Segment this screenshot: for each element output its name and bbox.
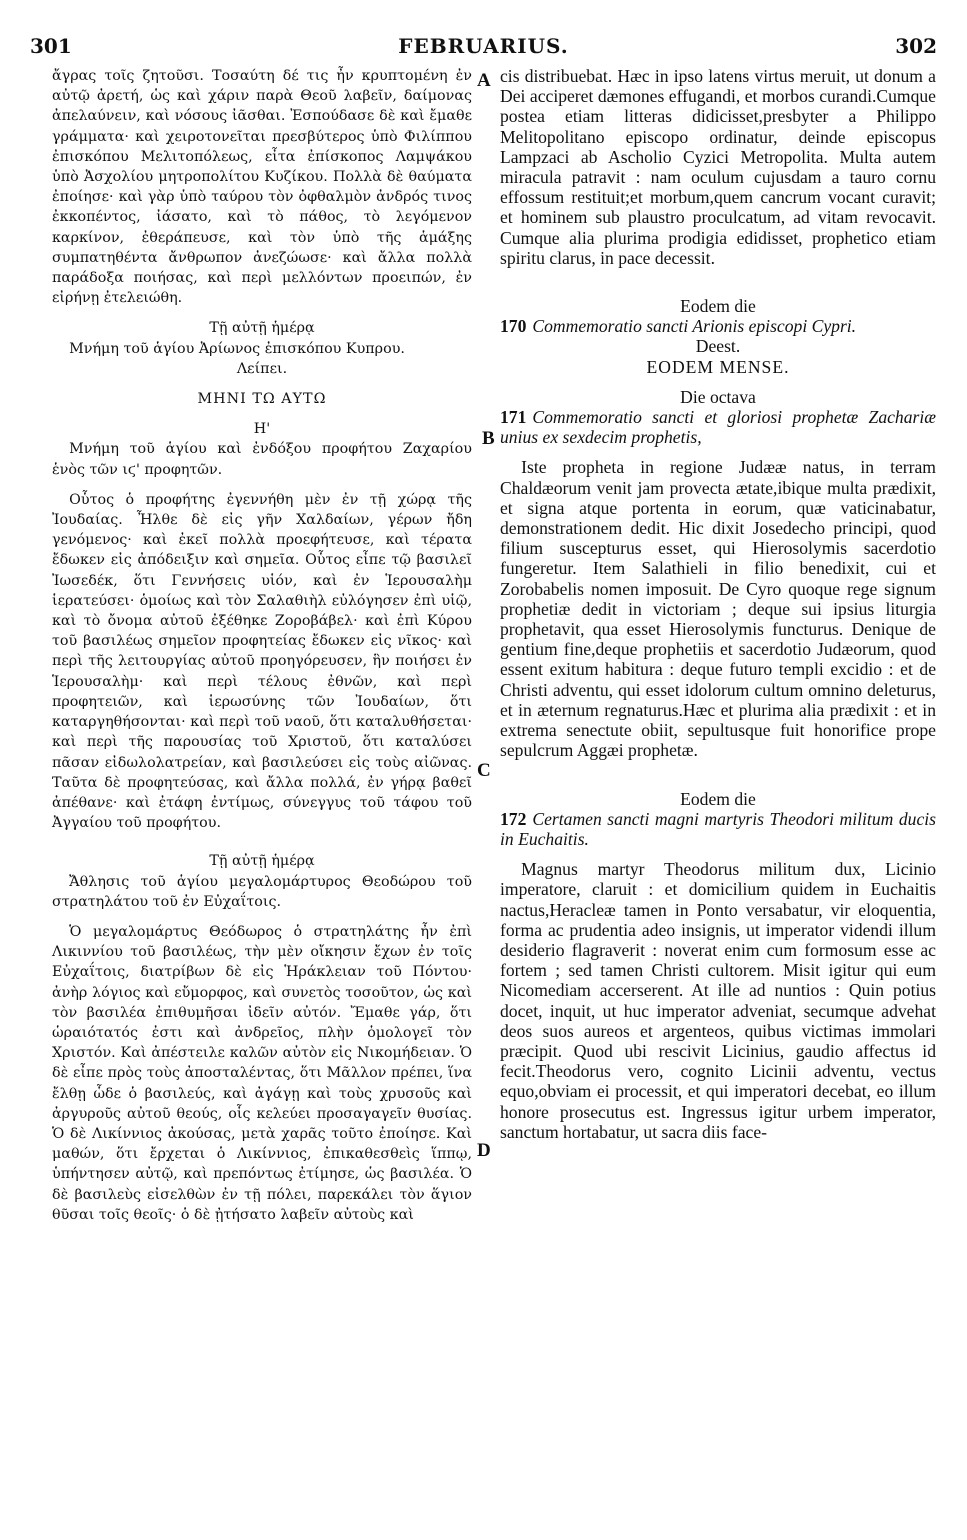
margin-letter-d: D [477,1140,491,1161]
margin-letter-a: A [477,70,491,91]
latin-commemoration-theodore [500,809,936,849]
right-page-number: 302 [895,34,937,58]
latin-commemoration-arion [500,316,936,336]
greek-deest: Λείπει. [236,360,288,377]
latin-deest: Deest. [695,336,741,357]
margin-letter-c: C [477,760,491,781]
latin-commemoration-zacharias-text: Commemoratio sancti et gloriosi prophetæ Zachariæ unius ex sexdecim prophetis, [500,407,936,448]
latin-commemoration-zacharias [500,407,936,447]
left-page-number: 301 [30,34,72,58]
entry-number-171: 171 [500,407,527,428]
greek-paragraph-zacharias: Οὗτος ὁ προφήτης ἐγεννήθη μὲν ἐν τῇ χώρᾳ τῆς Ἰουδαίας. Ἦλθε δὲ εἰς γῆν Χαλδαίων, γέρων ἤδη γενόμενος· καὶ ἐκεῖ πολλὰ προεφήτευσε, καὶ τέρατα ἔδωκεν εἰς ἀπόδειξιν καὶ σημεῖα. Οὗτος εἶπε τῷ βασιλεῖ Ἰωσεδέκ, ὅτι Γεννήσεις υἱόν, καὶ ἐν Ἱερουσαλὴμ ἱερατεύσει· ὁμοίως καὶ τὸν Σαλαθιὴλ εὐλόγησεν ἐπὶ υἱῷ, καὶ τὸ ὄνομα αὐτοῦ ἐξέθηκε Ζοροβάβελ· καὶ ἐπὶ Κύρου τοῦ βασιλέως σημεῖον προφητείας ἔδωκεν εἰς νῖκος· καὶ περὶ τῆς λειτουργίας αὐτοῦ προηγόρευσεν, ἣν ποιήσει ἐν Ἱερουσαλὴμ· καὶ περὶ τέλους ἐθνῶν, καὶ περὶ προφητειῶν, καὶ ἱερωσύνης τῶν Ἰουδαίων, ὅτι καταργηθήσονται· καὶ περὶ τοῦ ναοῦ, ὅτι καταλυθήσεται· καὶ περὶ τῆς παρουσίας τοῦ Χριστοῦ, ὅτι καταλύσει πᾶσαν εἰδωλολατρείαν, καὶ βασιλεύσει εἰς τοὺς αἰῶνας. Ταῦτα δὲ προφητεύσας, καὶ ἄλλα πολλά, ἐν γήρᾳ βαθεῖ ἀπέθανε· καὶ ἐτάφη ἐντίμως, σύνεγγυς τοῦ τάφου τοῦ Ἀγγαίου τοῦ προφήτου. [52,491,472,832]
greek-paragraph-arion-end: ἄγρας τοῖς ζητοῦσι. Τοσαύτη δέ τις ἦν κρυπτομένη ἐν αὐτῷ ἀρετή, ὡς καὶ χάριν παρὰ Θεοῦ λαβεῖν, δαίμονας ἀπελαύνειν, καὶ νόσους ἰᾶσθαι. Ἐσπούδασε δὲ καὶ ἔμαθε γράμματα· καὶ χειροτονεῖται πρεσβύτερος ὑπὸ Φιλίππου ἐπισκόπου Μελιτοπόλεως, εἶτα ἐπίσκοπος Λαμψάκου ὑπὸ Ἀσχολίου μητροπολίτου Κυζίκου. Πολλὰ δὲ θαύματα ἐποίησε· καὶ γὰρ ὑπὸ ταύρου τὸν ὀφθαλμὸν ἀνδρός τινος ἐκκοπέντος, ἰάσατο, καὶ τὸ πάθος, τὸ λεγόμενον καρκίνον, ἐθεράπευσε, καὶ τὸν ὑπὸ τῆς ἁμάξης συμπατηθέντα ἄνθρωπον ἀνεζώωσε· καὶ ἄλλα πολλὰ παράδοξα ποιήσας, καὶ περὶ μελλόντων προειπών, ἐν εἰρήνῃ ἐτελειώθη. [52,68,472,307]
entry-number-170: 170 [500,316,527,337]
greek-column [52,66,472,1225]
page-header [30,34,937,64]
latin-commemoration-theodore-text: Certamen sancti magni martyris Theodori militum ducis in Euchaitis. [500,808,936,849]
latin-heading-day-eight: Die octava [680,386,756,407]
latin-commemoration-arion-text: Commemoratio sancti Arionis episcopi Cypri. [532,316,857,337]
greek-commemoration-arion: Μνήμη τοῦ ἁγίου Ἀρίωνος ἐπισκόπου Κυπρου. [69,340,405,357]
entry-number-172: 172 [500,808,527,829]
latin-heading-same-month: EODEM MENSE. [646,356,790,377]
running-title: FEBRUARIUS. [398,34,569,58]
latin-paragraph-theodore: Magnus martyr Theodorus militum dux, Licinio imperatore, claruit : et domicilium quidem in Euchaitis nactus,Heracleæ tamen in Ponto versabatur, vir eloquentia, forma ac prudentia adeo insignis, ut imperator videndi illum desiderio flagraverit : noverat enim cum formosum esse ac fortem ; sed tamen Christi cultorem. Misit igitur qui eum Nicomediam accerserent. At ille ad nuntios : Quin potius docet, inquit, ut huc imperator adveniat, secumque advehat deos suos aureos et argenteos, quibus victimas immolari præcipit. Quod ubi rescivit Licinius, gaudio affectus id fecit.Theodorus vero, cognito Licinii adventu, vectus equo,obviam ei processit, et qui imperatori decebat, eo illum honore prosecutus est. Ingressus igitur urbem imperator, sanctum hortabatur, ut sacra diis face- [500,859,936,1142]
greek-commemoration-zacharias: Μνήμη τοῦ ἁγίου καὶ ἐνδόξου προφήτου Ζαχαρίου ἑνὸς τῶν ιϛ' προφητῶν. [52,441,472,478]
greek-heading-same-day-1: Τῇ αὐτῇ ἡμέρᾳ [209,320,315,337]
greek-heading-same-day-2: Τῇ αὐτῇ ἡμέρᾳ [209,853,315,870]
greek-heading-same-month: ΜΗΝΙ ΤΩ ΑΥΤΩ [197,391,327,408]
latin-heading-same-day-2: Eodem die [680,788,756,809]
latin-column [500,66,936,1142]
greek-paragraph-theodore: Ὁ μεγαλομάρτυς Θεόδωρος ὁ στρατηλάτης ἦν ἐπὶ Λικιννίου τοῦ βασιλέως, τὴν μὲν οἴκησιν ἔχων ἐν τοῖς Εὐχαΐτοις, διατρίβων δὲ εἰς Ἡράκλειαν τοῦ Πόντου· ἀνὴρ λόγιος καὶ εὔμορφος, καὶ συνετὸς τοσοῦτον, ὡς καὶ τὸν βασιλέα ἐπιθυμῆσαι ἰδεῖν αὐτόν. Ἔμαθε γάρ, ὅτι ὡραιότατός ἐστι καὶ ἀνδρεῖος, πλὴν ὁμολογεῖ τὸν Χριστόν. Καὶ ἀπέστειλε καλῶν αὐτὸν εἰς Νικομήδειαν. Ὁ δὲ εἶπε πρὸς τοὺς ἀποσταλέντας, ὅτι Μᾶλλον πρέπει, ἵνα ἔλθῃ ὧδε ὁ βασιλεύς, καὶ ἀγάγῃ καὶ τοὺς χρυσοῦς καὶ ἀργυροῦς αὐτοῦ θεούς, οἷς κελεύει προσαγαγεῖν θυσίας. Ὁ δὲ Λικίννιος ἀκούσας, μετὰ χαρᾶς τοῦτο ἐποίησε. Καὶ μαθών, ὅτι ἔρχεται ὁ Λικίννιος, ἐπικαθεσθεὶς ἵππῳ, ὑπήντησεν αὐτῷ, καὶ πρεπόντως ἐτίμησε, ὡς βασιλέα. Ὁ δὲ βασιλεὺς εἰσελθὼν ἐν τῇ πόλει, παρεκάλει τὸν ἅγιον θῦσαι τοῖς θεοῖς· ὁ δὲ ᾐτήσατο λαβεῖν αὐτοὺς καὶ [52,923,472,1223]
greek-heading-day-number: Η' [253,421,271,438]
greek-commemoration-theodore: Ἄθλησις τοῦ ἁγίου μεγαλομάρτυρος Θεοδώρου τοῦ στρατηλάτου τοῦ ἐν Εὐχαΐτοις. [52,873,472,910]
margin-letter-b: B [482,428,495,449]
latin-heading-same-day-1: Eodem die [680,296,756,317]
latin-paragraph-zacharias: Iste propheta in regione Judææ natus, in terram Chaldæorum venit jam provecta ætate,ibique multa prædixit, et signa atque portenta in eorum, quæ vaticinabatur, demonstrationem dedit. Hic dixit Josedecho principi, quod filium suscepturus esset, qui Hierosolymis sacerdotio fungeretur. Item Salathieli in filio benedixit, cui et Zorobabelis nomen imposuit. De Cyro quoque rege signum prophetiæ dedit in victoriam ; deque sui ipsius liturgia prophetavit, qua esset Hierosolymis functurus. Denique de gentium fine,deque prophetiis et sacerdotio Judæorum, quod essent exitum habitura : deque futuro templi excidio : et de Christi adventu, qui esset idolorum cultum omnino deleturus, et in æternum regnaturus.Hæc et plurima alia prædixit : et in extrema senectute obiit, sepultusque fuit honorifice prope sepulcrum Aggæi prophetæ. [500,457,936,761]
latin-paragraph-arion-end: cis distribuebat. Hæc in ipso latens virtus meruit, ut donum a Dei acciperet dæmones effugandi, et morbos curandi.Cumque postea etiam litteras didicisset,presbyter a Philippo Melitopolitano episcopo ordinatur, deinde episcopus Lampzaci ab Ascholio Cyzici Metropolita. Multa autem miracula patravit : nam oculum cujusdam a tauro cornu effossum restituit;et morbum,quem cancrum vocant curavit; et hominem sub plaustro proculcatum, ad vitam revocavit. Cumque alia plurima prodigia edidisset, prophetico etiam spiritu clarus, in pace decessit. [500,66,936,268]
